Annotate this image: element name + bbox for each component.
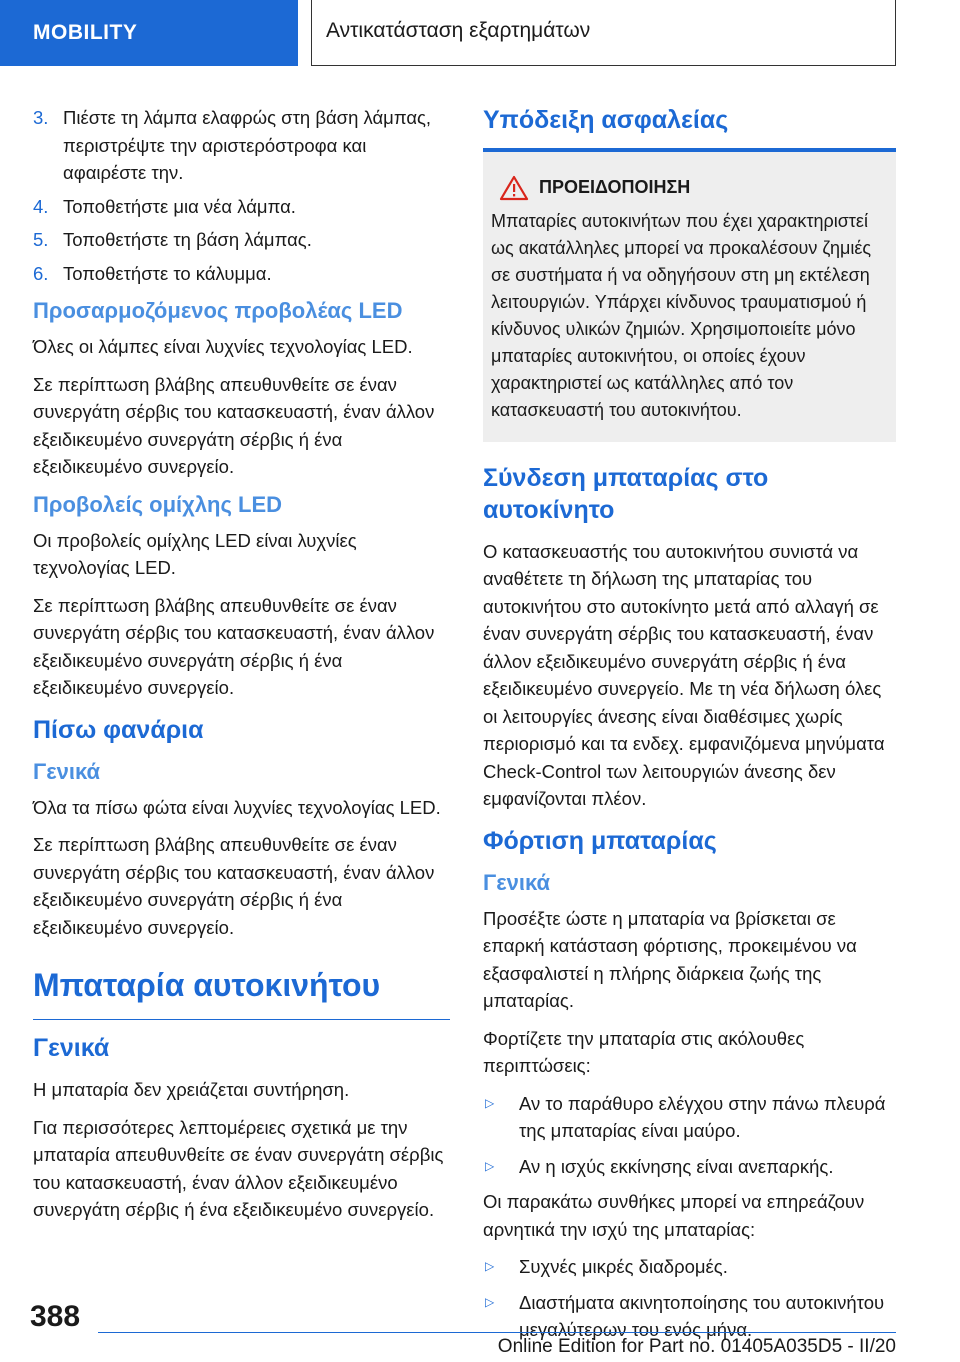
list-item: [483, 1153, 896, 1181]
step-number: 3.: [33, 107, 49, 128]
warning-header: [499, 174, 888, 202]
charging-heading: Φόρτιση μπαταρίας: [483, 826, 717, 855]
paragraph: Οι παρακάτω συνθήκες μπορεί να επηρεάζουν αρνητικά την ισχύ της μπαταρίας:: [483, 1191, 865, 1240]
list-item-text: Συχνές μικρές διαδρομές.: [519, 1256, 728, 1277]
step-text: Τοποθετήστε τη βάση λάμπας.: [63, 229, 312, 250]
paragraph: Η μπαταρία δεν χρειάζεται συντήρηση.: [33, 1079, 350, 1100]
paragraph: Σε περίπτωση βλάβης απευθυνθείτε σε έναν συνεργάτη σέρβις του κατασκευαστή, έναν άλλον εξειδικευμένο συνεργάτη σέρβις ή ένα εξειδικευμένο συνεργείο.: [33, 834, 435, 938]
list-item: [483, 1090, 896, 1145]
warning-triangle-icon: [499, 175, 529, 201]
step-number: 5.: [33, 229, 49, 250]
triangle-right-icon: ▷: [485, 1294, 495, 1309]
right-column: [483, 104, 896, 1352]
paragraph: Φορτίζετε την μπαταρία στις ακόλουθες περιπτώσεις:: [483, 1027, 805, 1076]
paragraph: Όλες οι λάμπες είναι λυχνίες τεχνολογίας LED.: [33, 336, 413, 357]
paragraph: Για περισσότερες λεπτομέρειες σχετικά με την μπαταρία απευθυνθείτε σε έναν συνεργάτη σέρβις του κατασκευαστή, έναν άλλον εξειδικευμένο συνεργάτη σέρβις ή ένα εξειδικευμένο συνεργείο.: [33, 1116, 444, 1220]
paragraph: Προσέξτε ώστε η μπαταρία να βρίσκεται σε επαρκή κατάσταση φόρτισης, προκειμένου να εξασφαλιστεί η πλήρης διάρκεια ζωής της μπαταρίας.: [483, 907, 857, 1011]
step-text: Πιέστε τη λάμπα ελαφρώς στη βάση λάμπας, περιστρέψτε την αριστερόστροφα και αφαιρέστε την.: [63, 107, 432, 183]
safety-note-heading: Υπόδειξη ασφαλείας: [483, 106, 729, 134]
list-item-text: Αν η ισχύς εκκίνησης είναι ανεπαρκής.: [519, 1155, 834, 1177]
warning-text: Μπαταρίες αυτοκινήτων που έχει χαρακτηριστεί ως ακατάλληλες μπορεί να προκαλέσουν ζημιές σε συστήματα ή να οδηγήσουν στη μη εκτέλεση λειτουργιών. Υπάρχει κίνδυνος τραυματισμού ή κίνδυνος υλικών ζημιών. Χρησιμοποιείτε μόνο μπαταρίες αυτοκινήτου, οι οποίες έχουν χαρακτηριστεί ως κατάλληλες από τον κατασκευαστή του αυτοκινήτου.: [491, 210, 872, 420]
triangle-right-icon: ▷: [485, 1095, 495, 1110]
paragraph: Σε περίπτωση βλάβης απευθυνθείτε σε έναν συνεργάτη σέρβις του κατασκευαστή, έναν άλλον εξειδικευμένο συνεργάτη σέρβις ή ένα εξειδικευμένο συνεργείο.: [33, 373, 435, 477]
step-text: Τοποθετήστε το κάλυμμα.: [63, 262, 272, 284]
car-battery-heading: Μπαταρία αυτοκινήτου: [33, 965, 450, 1020]
step-text: Τοποθετήστε μια νέα λάμπα.: [63, 195, 296, 217]
step-number: 4.: [33, 195, 49, 217]
edition-text: Online Edition for Part no. 01405A035D5 - II/20: [497, 1336, 896, 1357]
list-item-text: Διαστήματα ακινητοποίησης του αυτοκινήτου μεγαλύτερων του ενός μήνα.: [519, 1291, 885, 1340]
footer-divider: [98, 1332, 896, 1333]
paragraph: Οι προβολείς ομίχλης LED είναι λυχνίες τεχνολογίας LED.: [33, 529, 357, 578]
general-subheading: Γενικά: [33, 1034, 110, 1062]
warning-title: ΠΡΟΕΙΔΟΠΟΙΗΣΗ: [539, 177, 691, 197]
general-subheading: Γενικά: [483, 869, 551, 895]
step-item: [33, 104, 450, 187]
paragraph: Ο κατασκευαστής του αυτοκινήτου συνιστά να αναθέτετε τη δήλωση της μπαταρίας του αυτοκινήτου στο αυτοκίνητο μετά από αλλαγή σε έναν συνεργάτη σέρβις του κατασκευαστή, έναν άλλον εξειδικευμένο συνεργάτη σέρβις ή ένα εξειδικευμένο συνεργείο. Με τη νέα δήλωση όλες οι λειτουργίες άνεσης είναι διαθέσιμες χωρίς περιορισμό και τα ενδεχ. εμφανιζόμενα μηνύματα Check-Control των λειτουργιών άνεσης δεν εμφανίζονται πλέον.: [483, 540, 885, 809]
warning-box: [483, 148, 896, 442]
paragraph: Όλα τα πίσω φώτα είναι λυχνίες τεχνολογίας LED.: [33, 796, 441, 818]
triangle-right-icon: ▷: [485, 1259, 495, 1273]
fog-lights-heading: Προβολείς ομίχλης LED: [33, 491, 283, 517]
page-number: 388: [30, 1300, 81, 1333]
chapter-title: Αντικατάσταση εξαρτημάτων: [311, 0, 896, 66]
battery-registration-heading: Σύνδεση μπαταρίας στο αυτοκίνητο: [483, 463, 769, 524]
step-item: [33, 226, 450, 254]
adaptive-led-heading: Προσαρμοζόμενος προβολέας LED: [33, 298, 403, 323]
step-number: 6.: [33, 262, 49, 284]
step-item: [33, 260, 450, 288]
triangle-right-icon: ▷: [485, 1158, 495, 1173]
page-header: [0, 0, 960, 70]
page-footer: [0, 1290, 960, 1362]
list-item: [483, 1253, 896, 1281]
step-item: [33, 193, 450, 221]
section-tab: MOBILITY: [0, 0, 298, 66]
rear-lights-heading: Πίσω φανάρια: [33, 715, 204, 744]
general-subheading: Γενικά: [33, 758, 101, 784]
paragraph: Σε περίπτωση βλάβης απευθυνθείτε σε έναν συνεργάτη σέρβις του κατασκευαστή, έναν άλλον εξειδικευμένο συνεργάτη σέρβις ή ένα εξειδικευμένο συνεργείο.: [33, 594, 435, 698]
list-item-text: Αν το παράθυρο ελέγχου στην πάνω πλευρά της μπαταρίας είναι μαύρο.: [519, 1092, 886, 1141]
left-column: [33, 104, 450, 1234]
